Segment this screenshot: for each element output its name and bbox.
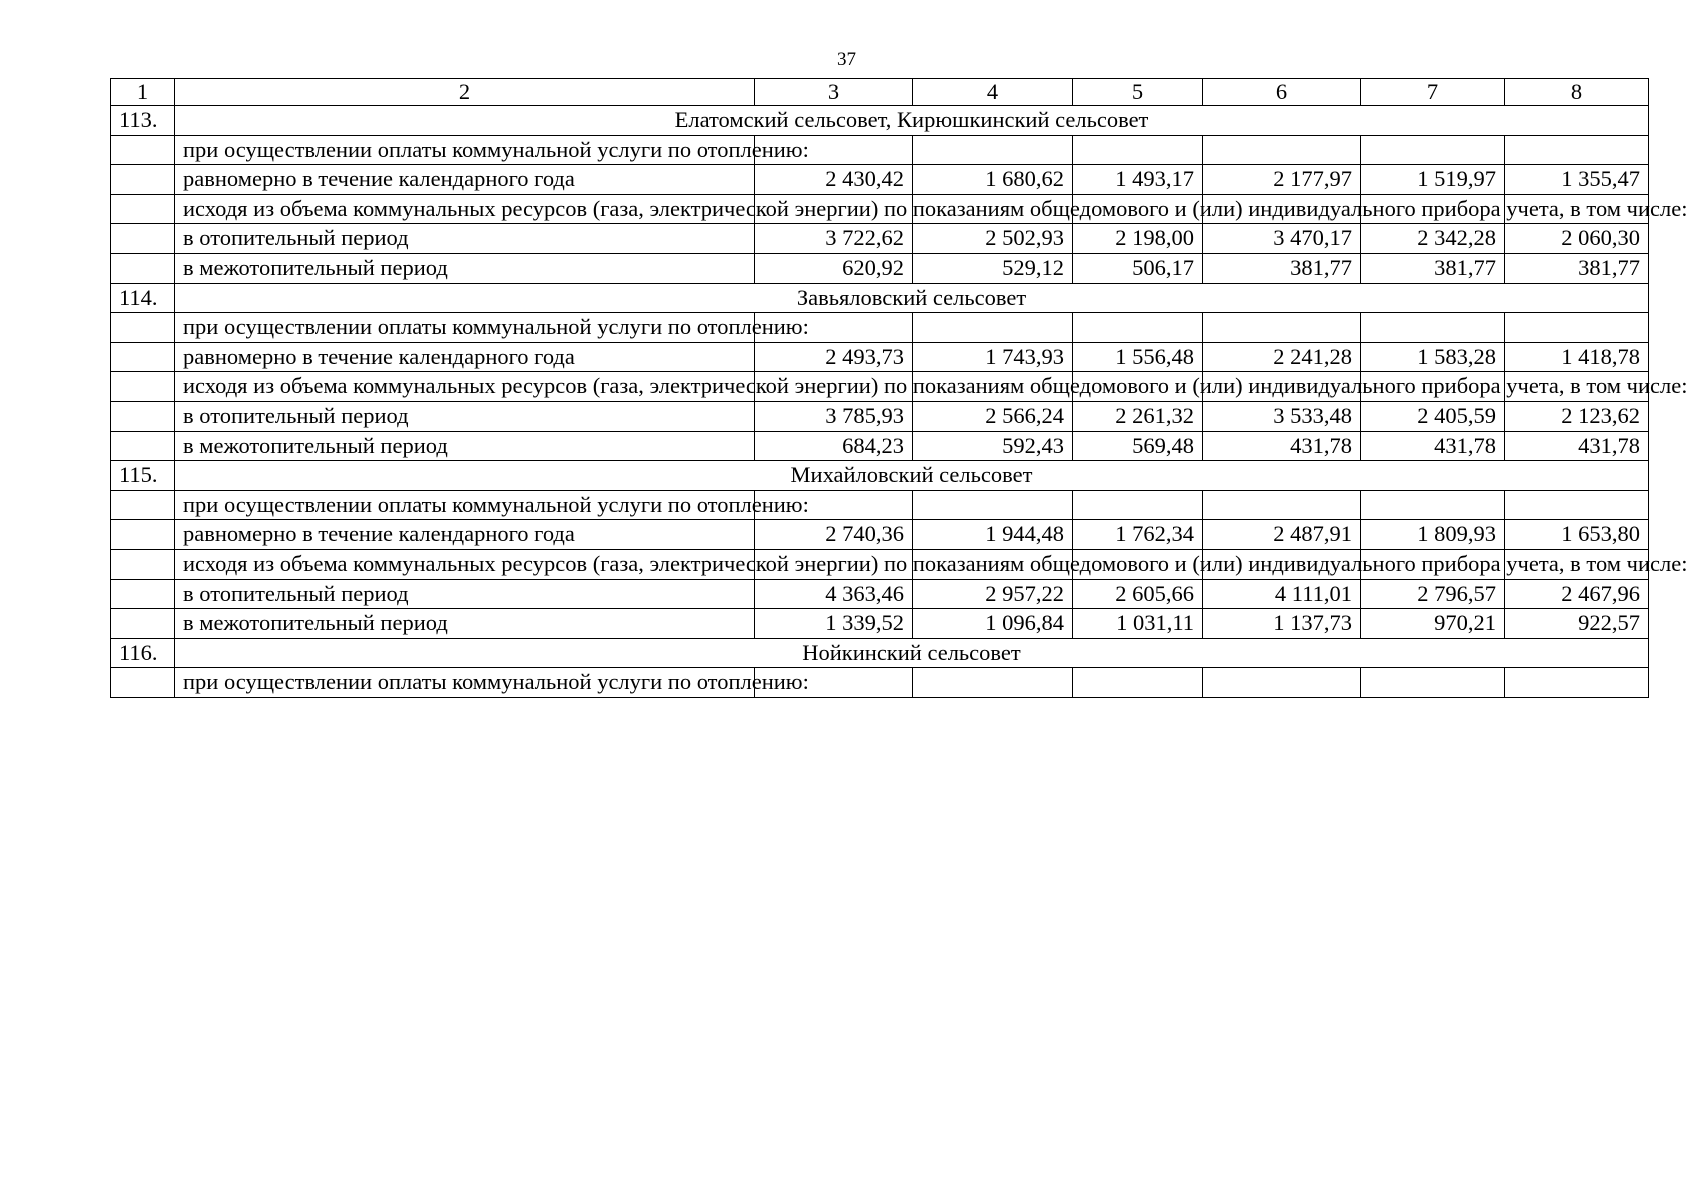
table-row xyxy=(111,372,1649,402)
value-cell: 1 493,17 xyxy=(1073,165,1203,195)
value-cell: 2 566,24 xyxy=(913,401,1073,431)
row-label: при осуществлении оплаты коммунальной услуги по отоплению: xyxy=(175,135,755,165)
section-title: Завьяловский сельсовет xyxy=(175,283,1649,313)
value-cell: 1 519,97 xyxy=(1361,165,1505,195)
value-cell xyxy=(1073,313,1203,343)
value-cell: 2 605,66 xyxy=(1073,579,1203,609)
value-cell: 3 533,48 xyxy=(1203,401,1361,431)
value-cell: 2 467,96 xyxy=(1505,579,1649,609)
table-row xyxy=(111,135,1649,165)
row-label: в отопительный период xyxy=(175,224,755,254)
value-cell: 431,78 xyxy=(1361,431,1505,461)
value-cell xyxy=(1361,135,1505,165)
row-label: исходя из объема коммунальных ресурсов (газа, электрической энергии) по показаниям общедомового и (или) индивидуального прибора учета, в том числе: xyxy=(175,194,755,224)
value-cell xyxy=(1203,668,1361,698)
value-cell: 2 430,42 xyxy=(755,165,913,195)
value-cell: 620,92 xyxy=(755,253,913,283)
value-cell: 381,77 xyxy=(1505,253,1649,283)
table-row xyxy=(111,194,1649,224)
value-cell xyxy=(913,490,1073,520)
section-row xyxy=(111,283,1649,313)
value-cell: 1 556,48 xyxy=(1073,342,1203,372)
value-cell xyxy=(1361,313,1505,343)
value-cell xyxy=(1505,313,1649,343)
column-header: 5 xyxy=(1073,79,1203,106)
section-title: Нойкинский сельсовет xyxy=(175,638,1649,668)
value-cell: 2 198,00 xyxy=(1073,224,1203,254)
page-number: 37 xyxy=(837,49,856,70)
table-row xyxy=(111,431,1649,461)
value-cell: 1 031,11 xyxy=(1073,609,1203,639)
row-number-cell xyxy=(111,668,175,698)
section-number: 114. xyxy=(111,283,175,313)
table-row xyxy=(111,165,1649,195)
value-cell: 2 796,57 xyxy=(1361,579,1505,609)
value-cell: 569,48 xyxy=(1073,431,1203,461)
value-cell: 2 261,32 xyxy=(1073,401,1203,431)
value-cell: 4 363,46 xyxy=(755,579,913,609)
row-number-cell xyxy=(111,372,175,402)
table-row xyxy=(111,342,1649,372)
value-cell: 2 502,93 xyxy=(913,224,1073,254)
row-label: равномерно в течение календарного года xyxy=(175,165,755,195)
value-cell xyxy=(1203,313,1361,343)
value-cell: 1 653,80 xyxy=(1505,520,1649,550)
section-row xyxy=(111,106,1649,136)
table-row xyxy=(111,313,1649,343)
value-cell: 2 405,59 xyxy=(1361,401,1505,431)
column-header: 3 xyxy=(755,79,913,106)
value-cell: 1 809,93 xyxy=(1361,520,1505,550)
row-number-cell xyxy=(111,165,175,195)
value-cell xyxy=(913,135,1073,165)
table-row xyxy=(111,549,1649,579)
row-label: в межотопительный период xyxy=(175,609,755,639)
value-cell: 3 470,17 xyxy=(1203,224,1361,254)
section-number: 113. xyxy=(111,106,175,136)
row-number-cell xyxy=(111,579,175,609)
value-cell xyxy=(1505,135,1649,165)
value-cell: 431,78 xyxy=(1505,431,1649,461)
value-cell: 970,21 xyxy=(1361,609,1505,639)
value-cell xyxy=(1505,490,1649,520)
value-cell: 1 355,47 xyxy=(1505,165,1649,195)
value-cell: 1 418,78 xyxy=(1505,342,1649,372)
table-row xyxy=(111,253,1649,283)
row-number-cell xyxy=(111,609,175,639)
row-label: в межотопительный период xyxy=(175,431,755,461)
value-cell xyxy=(1073,490,1203,520)
value-cell: 2 123,62 xyxy=(1505,401,1649,431)
row-label: в межотопительный период xyxy=(175,253,755,283)
column-header: 6 xyxy=(1203,79,1361,106)
value-cell: 684,23 xyxy=(755,431,913,461)
table-row xyxy=(111,401,1649,431)
table-row xyxy=(111,609,1649,639)
value-cell: 1 339,52 xyxy=(755,609,913,639)
value-cell: 3 785,93 xyxy=(755,401,913,431)
column-header: 1 xyxy=(111,79,175,106)
value-cell: 381,77 xyxy=(1361,253,1505,283)
row-number-cell xyxy=(111,253,175,283)
row-number-cell xyxy=(111,313,175,343)
row-label: равномерно в течение календарного года xyxy=(175,520,755,550)
value-cell xyxy=(913,668,1073,698)
row-number-cell xyxy=(111,194,175,224)
row-number-cell xyxy=(111,342,175,372)
row-label: исходя из объема коммунальных ресурсов (газа, электрической энергии) по показаниям общедомового и (или) индивидуального прибора учета, в том числе: xyxy=(175,549,755,579)
value-cell xyxy=(913,313,1073,343)
value-cell xyxy=(1203,490,1361,520)
column-header-row xyxy=(111,79,1649,106)
value-cell: 1 743,93 xyxy=(913,342,1073,372)
row-number-cell xyxy=(111,431,175,461)
section-number: 116. xyxy=(111,638,175,668)
table-row xyxy=(111,520,1649,550)
value-cell: 1 096,84 xyxy=(913,609,1073,639)
value-cell: 1 944,48 xyxy=(913,520,1073,550)
row-label: в отопительный период xyxy=(175,401,755,431)
row-label: равномерно в течение календарного года xyxy=(175,342,755,372)
value-cell: 4 111,01 xyxy=(1203,579,1361,609)
value-cell: 2 487,91 xyxy=(1203,520,1361,550)
row-number-cell xyxy=(111,490,175,520)
column-header: 8 xyxy=(1505,79,1649,106)
value-cell: 922,57 xyxy=(1505,609,1649,639)
row-number-cell xyxy=(111,520,175,550)
table-row xyxy=(111,668,1649,698)
table-row xyxy=(111,224,1649,254)
value-cell: 431,78 xyxy=(1203,431,1361,461)
section-row xyxy=(111,638,1649,668)
table-body xyxy=(111,79,1688,698)
value-cell: 2 177,97 xyxy=(1203,165,1361,195)
row-number-cell xyxy=(111,135,175,165)
column-header: 7 xyxy=(1361,79,1505,106)
value-cell xyxy=(1361,668,1505,698)
section-title: Михайловский сельсовет xyxy=(175,461,1649,491)
value-cell: 2 740,36 xyxy=(755,520,913,550)
value-cell xyxy=(1203,135,1361,165)
value-cell xyxy=(1505,668,1649,698)
value-cell: 2 241,28 xyxy=(1203,342,1361,372)
table-row xyxy=(111,490,1649,520)
value-cell: 506,17 xyxy=(1073,253,1203,283)
row-label: исходя из объема коммунальных ресурсов (газа, электрической энергии) по показаниям общедомового и (или) индивидуального прибора учета, в том числе: xyxy=(175,372,755,402)
row-number-cell xyxy=(111,224,175,254)
value-cell: 529,12 xyxy=(913,253,1073,283)
column-header: 2 xyxy=(175,79,755,106)
row-number-cell xyxy=(111,401,175,431)
value-cell: 2 493,73 xyxy=(755,342,913,372)
section-number: 115. xyxy=(111,461,175,491)
value-cell: 2 957,22 xyxy=(913,579,1073,609)
section-row xyxy=(111,461,1649,491)
section-title: Елатомский сельсовет, Кирюшкинский сельсовет xyxy=(175,106,1649,136)
value-cell: 592,43 xyxy=(913,431,1073,461)
table-row xyxy=(111,579,1649,609)
value-cell: 1 762,34 xyxy=(1073,520,1203,550)
value-cell xyxy=(1073,668,1203,698)
value-cell: 1 583,28 xyxy=(1361,342,1505,372)
row-label: при осуществлении оплаты коммунальной услуги по отоплению: xyxy=(175,490,755,520)
value-cell: 3 722,62 xyxy=(755,224,913,254)
value-cell xyxy=(1361,490,1505,520)
row-label: при осуществлении оплаты коммунальной услуги по отоплению: xyxy=(175,313,755,343)
row-number-cell xyxy=(111,549,175,579)
value-cell: 1 137,73 xyxy=(1203,609,1361,639)
value-cell: 1 680,62 xyxy=(913,165,1073,195)
column-header: 4 xyxy=(913,79,1073,106)
row-label: при осуществлении оплаты коммунальной услуги по отоплению: xyxy=(175,668,755,698)
value-cell: 2 342,28 xyxy=(1361,224,1505,254)
value-cell: 381,77 xyxy=(1203,253,1361,283)
value-cell xyxy=(1073,135,1203,165)
row-label: в отопительный период xyxy=(175,579,755,609)
value-cell: 2 060,30 xyxy=(1505,224,1649,254)
tariff-table xyxy=(110,78,1688,698)
